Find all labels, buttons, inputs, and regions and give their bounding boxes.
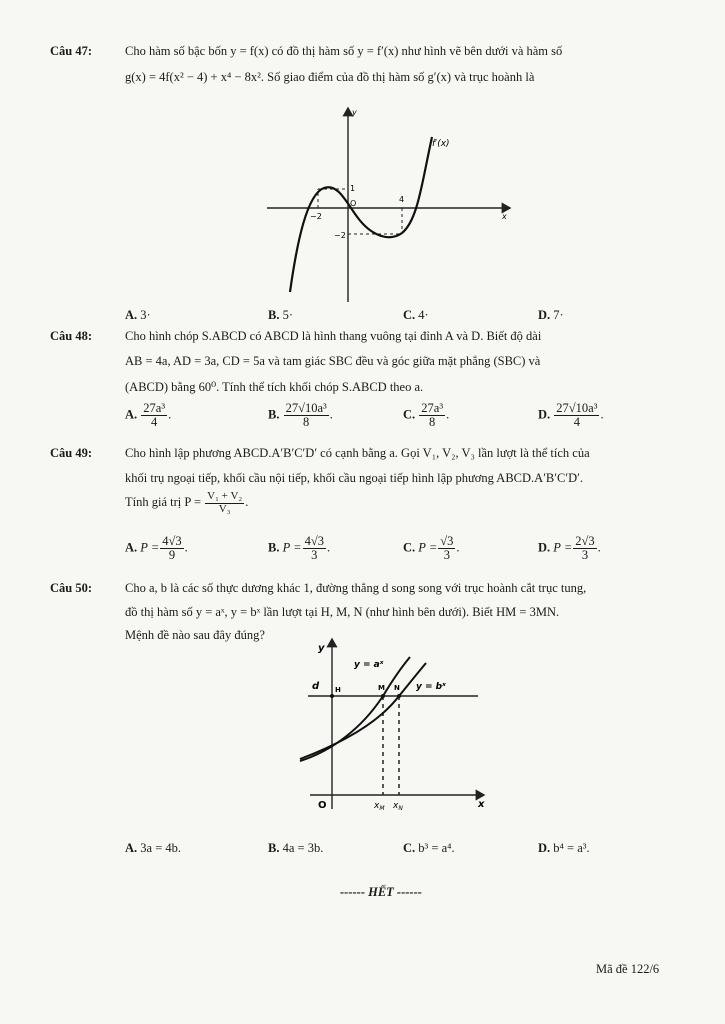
question-text-line: Cho a, b là các số thực dương khác 1, đường thẳng d song song với trục hoành cắt trục tung, xyxy=(125,581,587,595)
origin-label: O xyxy=(318,800,327,811)
question-label: Câu 50: xyxy=(50,581,93,595)
curve-a-x xyxy=(300,657,410,761)
line-d-label: d xyxy=(312,681,320,692)
derivative-graph xyxy=(262,102,522,307)
end-mark: ------ HẾT ------ xyxy=(340,885,422,899)
x-axis-label: x xyxy=(502,212,507,221)
question-text-line: Mệnh đề nào sau đây đúng? xyxy=(125,628,265,642)
option-c: C. $\frac{\text{27a³}}{8}$ . xyxy=(403,401,450,430)
tick-label: −2 xyxy=(310,212,322,221)
question-text-line: Cho hình chóp S.ABCD có ABCD là hình thang vuông tại đỉnh A và D. Biết độ dài xyxy=(125,329,542,343)
page-code: Mã đề 122/6 xyxy=(596,962,660,976)
tick-xm-label: $x_M$ xyxy=(374,801,385,812)
y-axis-label: y xyxy=(318,643,325,654)
question-text-line: Tính giá trị P = $\frac{\text{V₁ + V₂}}{\text{V₃}}$ . xyxy=(125,490,249,515)
option-a: A. $\frac{\text{27a³}}{4}$ . xyxy=(125,401,172,430)
option-d: D. $\frac{\text{27√10a³}}{4}$ . xyxy=(538,401,604,430)
tick-xn-label: $x_N$ xyxy=(393,801,403,812)
option-c: C. P = $\frac{√3}{3}$ . xyxy=(403,534,460,563)
option-d: D. 7· xyxy=(538,308,564,322)
question-text-line: (ABCD) bằng 60⁰. Tính thể tích khối chóp S.ABCD theo a. xyxy=(125,380,424,394)
option-d: D. P = $\frac{2√3}{3}$ . xyxy=(538,534,601,563)
option-b: B. $\frac{\text{27√10a³}}{8}$ . xyxy=(268,401,333,430)
question-47 xyxy=(50,44,92,59)
question-text-line: khối trụ ngoại tiếp, khối cầu nội tiếp, khối cầu ngoại tiếp hình lập phương ABCD.A′B′C′D′. xyxy=(125,471,583,485)
option-a: A. 3a = 4b. xyxy=(125,841,182,855)
point-n-label: N xyxy=(394,684,400,692)
origin-label: O xyxy=(350,199,357,208)
option-b: B. 5· xyxy=(268,308,294,322)
tick-label: −2 xyxy=(334,231,346,240)
option-c: C. 4· xyxy=(403,308,429,322)
question-text-line: đồ thị hàm số y = aˣ, y = bˣ lần lượt tại H, M, N (như hình bên dưới). Biết HM = 3MN. xyxy=(125,605,560,619)
option-a: A. 3· xyxy=(125,308,151,322)
exponential-graph xyxy=(292,633,492,815)
question-label: Câu 48: xyxy=(50,329,93,343)
point-h-label: H xyxy=(335,686,341,694)
tick-label: 4 xyxy=(399,195,405,204)
curve-b-x xyxy=(300,663,426,759)
point-m-label: M xyxy=(378,684,385,692)
question-48 xyxy=(50,329,92,344)
question-label: Câu 47: xyxy=(50,44,93,58)
option-d: D. b⁴ = a³. xyxy=(538,841,590,855)
option-c: C. b³ = a⁴. xyxy=(403,841,455,855)
option-b: B. 4a = 3b. xyxy=(268,841,324,855)
curve-b-label: y = bˣ xyxy=(416,682,446,692)
question-text-line: Cho hình lập phương ABCD.A′B′C′D′ có cạnh bằng a. Gọi V₁, V₂, V₃ lần lượt là thể tích của xyxy=(125,446,590,460)
option-a: A. P = $\frac{4√3}{9}$ . xyxy=(125,534,188,563)
x-axis-label: x xyxy=(478,799,485,810)
curve-a-label: y = aˣ xyxy=(354,660,384,670)
question-text-line: Cho hàm số bậc bốn y = f(x) có đồ thị hàm số y = f′(x) như hình vẽ bên dưới và hàm số xyxy=(125,44,563,58)
question-text-line: g(x) = 4f(x² − 4) + x⁴ − 8x². Số giao điểm của đồ thị hàm số g′(x) và trục hoành là xyxy=(125,70,535,84)
y-axis-label: y xyxy=(352,108,357,117)
question-49 xyxy=(50,446,92,461)
question-text-line: AB = 4a, AD = 3a, CD = 5a và tam giác SBC đều và góc giữa mặt phẳng (SBC) và xyxy=(125,354,541,368)
option-b: B. P = $\frac{4√3}{3}$ . xyxy=(268,534,331,563)
tick-label: 1 xyxy=(350,184,356,193)
question-label: Câu 49: xyxy=(50,446,93,460)
question-50 xyxy=(50,581,92,596)
curve-label: f′(x) xyxy=(432,139,450,149)
